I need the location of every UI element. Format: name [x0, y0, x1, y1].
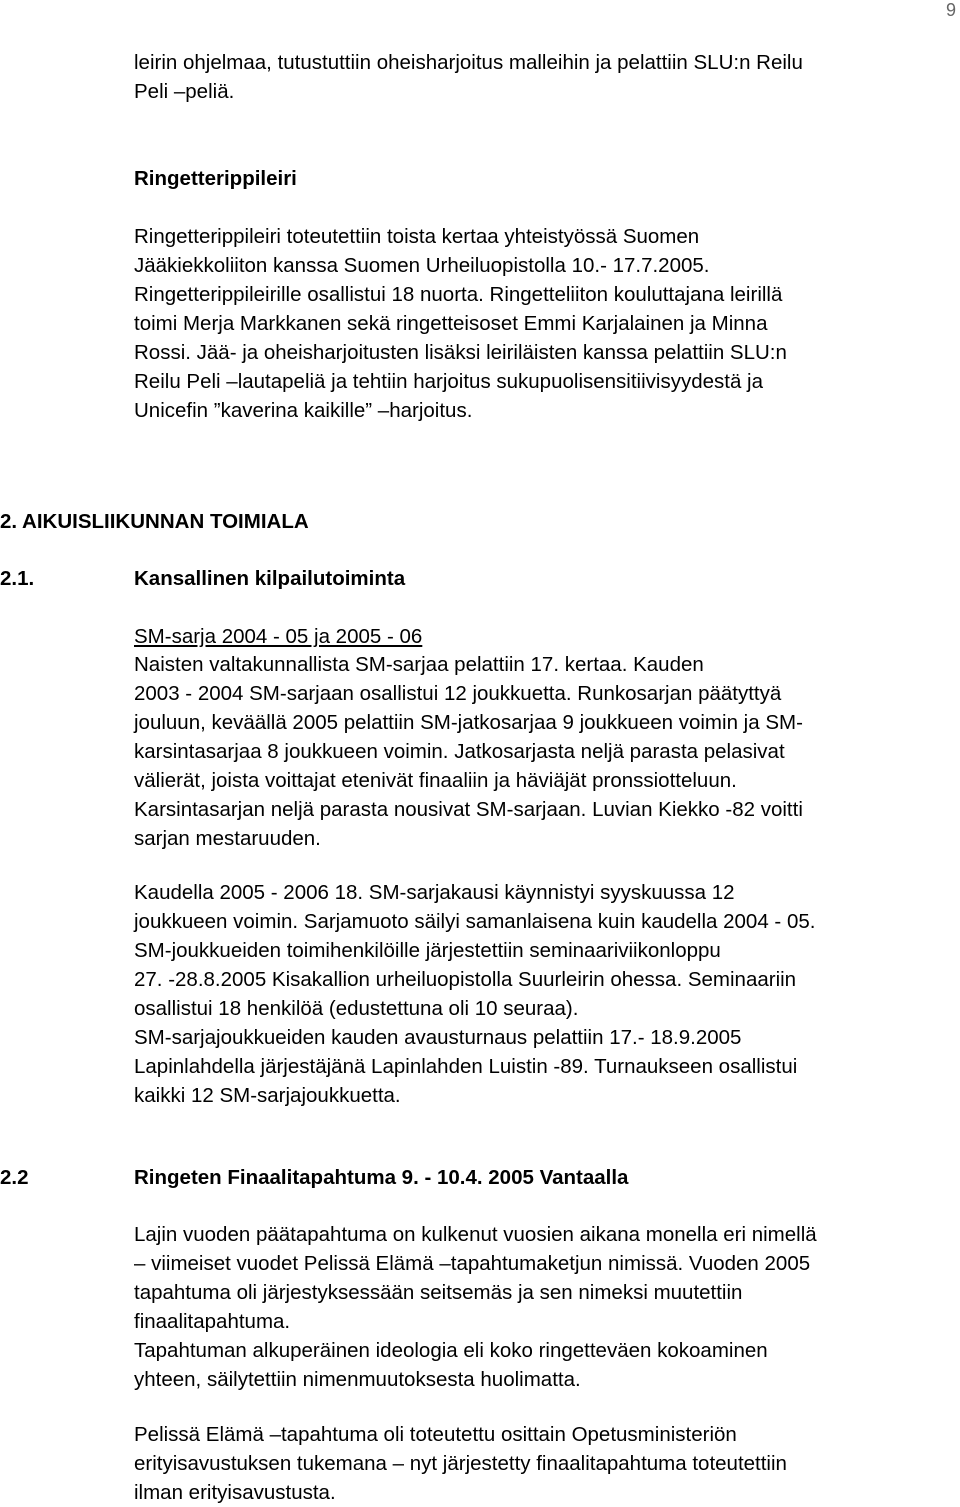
finals-paragraph-1	[134, 1220, 960, 1394]
text-line: sarjan mestaruuden.	[134, 827, 321, 850]
ringette-camp-heading: Ringetterippileiri	[134, 167, 297, 190]
text-line: SM-sarja 2004 - 05 ja 2005 - 06	[134, 625, 423, 648]
text-line: kaikki 12 SM-sarjajoukkuetta.	[134, 1084, 401, 1107]
section-2-heading: 2. AIKUISLIIKUNNAN TOIMIALA	[0, 510, 309, 533]
intro-paragraph	[134, 48, 960, 106]
text-line: yhteen, säilytettiin nimenmuutoksesta huolimatta.	[134, 1368, 581, 1391]
text-line: Reilu Peli –lautapeliä ja tehtiin harjoitus sukupuolisensitiivisyydestä ja	[134, 370, 764, 393]
text-line: erityisavustuksen tukemana – nyt järjestetty finaalitapahtuma toteutettiin	[134, 1452, 787, 1475]
sm-series-paragraph-1	[134, 650, 960, 853]
text-line: Peli –peliä.	[134, 80, 235, 103]
text-line: Jääkiekkoliiton kanssa Suomen Urheiluopistolla 10.- 17.7.2005.	[134, 254, 710, 277]
text-line: osallistui 18 henkilöä (edustettuna oli 10 seuraa).	[134, 997, 579, 1020]
text-line: Naisten valtakunnallista SM-sarjaa pelattiin 17. kertaa. Kauden	[134, 653, 704, 676]
text-line: Ringetterippileirille osallistui 18 nuorta. Ringetteliiton kouluttajana leirillä	[134, 283, 783, 306]
text-line: tapahtuma oli järjestyksessään seitsemäs ja sen nimeksi muutettiin	[134, 1281, 743, 1304]
text-line: finaalitapahtuma.	[134, 1310, 291, 1333]
text-line: ilman erityisavustusta.	[134, 1481, 336, 1504]
text-line: 2003 - 2004 SM-sarjaan osallistui 12 joukkuetta. Runkosarjan päätyttyä	[134, 682, 782, 705]
text-line: joukkueen voimin. Sarjamuoto säilyi samanlaisena kuin kaudella 2004 - 05.	[134, 910, 816, 933]
text-line: Rossi. Jää- ja oheisharjoitusten lisäksi leiriläisten kanssa pelattiin SLU:n	[134, 341, 787, 364]
finals-paragraph-2	[134, 1420, 960, 1507]
sm-series-paragraph-2	[134, 878, 960, 1110]
text-line: SM-joukkueiden toimihenkilöille järjestettiin seminaariviikonloppu	[134, 939, 721, 962]
section-title: Ringeten Finaalitapahtuma 9. - 10.4. 2005 Vantaalla	[134, 1166, 629, 1189]
ringette-camp-paragraph	[134, 222, 960, 425]
text-line: Kaudella 2005 - 2006 18. SM-sarjakausi käynnistyi syyskuussa 12	[134, 881, 735, 904]
text-line: Ringetterippileiri toteutettiin toista kertaa yhteistyössä Suomen	[134, 225, 700, 248]
sm-series-subheading	[134, 622, 960, 651]
section-number: 2.2	[0, 1166, 29, 1189]
text-line: 27. -28.8.2005 Kisakallion urheiluopistolla Suurleirin ohessa. Seminaariin	[134, 968, 797, 991]
text-line: Karsintasarjan neljä parasta nousivat SM-sarjaan. Luvian Kiekko -82 voitti	[134, 798, 803, 821]
text-line: SM-sarjajoukkueiden kauden avausturnaus pelattiin 17.- 18.9.2005	[134, 1026, 742, 1049]
text-line: Tapahtuman alkuperäinen ideologia eli koko ringetteväen kokoaminen	[134, 1339, 768, 1362]
text-line: – viimeiset vuodet Pelissä Elämä –tapahtumaketjun nimissä. Vuoden 2005	[134, 1252, 811, 1275]
section-number: 2.1.	[0, 567, 35, 590]
text-line: Pelissä Elämä –tapahtuma oli toteutettu osittain Opetusministeriön	[134, 1423, 737, 1446]
text-line: Lapinlahdella järjestäjänä Lapinlahden Luistin -89. Turnaukseen osallistui	[134, 1055, 798, 1078]
text-line: Lajin vuoden päätapahtuma on kulkenut vuosien aikana monella eri nimellä	[134, 1223, 817, 1246]
section-title: Kansallinen kilpailutoiminta	[134, 567, 406, 590]
text-line: karsintasarjaa 8 joukkueen voimin. Jatkosarjasta neljä parasta pelasivat	[134, 740, 785, 763]
text-line: jouluun, keväällä 2005 pelattiin SM-jatkosarjaa 9 joukkueen voimin ja SM-	[134, 711, 803, 734]
page-number: 9	[945, 0, 956, 20]
text-line: Unicefin ”kaverina kaikille” –harjoitus.	[134, 399, 473, 422]
text-line: välierät, joista voittajat etenivät finaaliin ja häviäjät pronssiotteluun.	[134, 769, 737, 792]
text-line: toimi Merja Markkanen sekä ringetteisoset Emmi Karjalainen ja Minna	[134, 312, 768, 335]
text-line: leirin ohjelmaa, tutustuttiin oheisharjoitus malleihin ja pelattiin SLU:n Reilu	[134, 51, 803, 74]
